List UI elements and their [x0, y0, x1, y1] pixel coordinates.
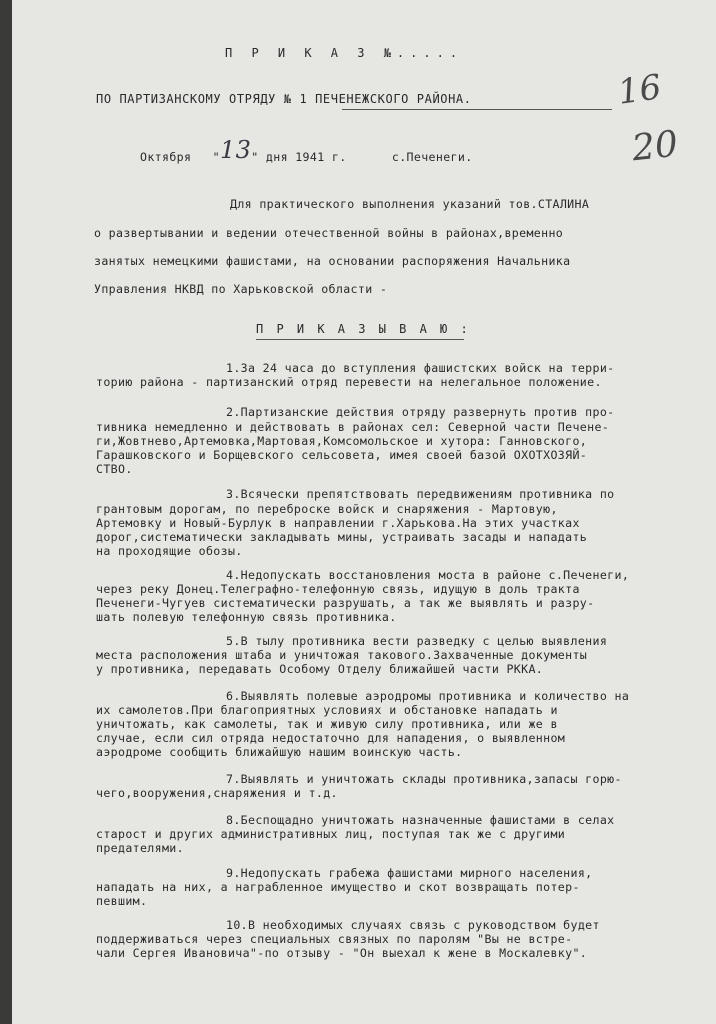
paragraph-line: 4.Недопускать восстановления моста в районе с.Печенеги,	[226, 568, 630, 582]
paragraph-line: 5.В тылу противника вести разведку с целью выявления	[226, 634, 608, 648]
intro-line: о развертывании и ведении отечественной войны в районах,временно	[94, 226, 564, 240]
paragraph-line: 2.Партизанские действия отряду развернуть против про-	[226, 405, 615, 419]
paragraph-line: 7.Выявлять и уничтожать склады противника,запасы горю-	[226, 772, 622, 786]
paragraph-line: 10.В необходимых случаях связь с руководством будет	[226, 918, 600, 932]
paragraph-line: старост и других административных лиц, поступая так же с другими	[96, 827, 566, 841]
intro-line: Управления НКВД по Харьковской области -	[94, 282, 388, 296]
paragraph-line: Печенеги-Чугуев систематически разрушать, а так же выявлять и разру-	[96, 596, 595, 610]
paragraph-line: через реку Донец.Телеграфно-телефонную связь, идущую в доль тракта	[96, 582, 580, 596]
paragraph-line: у противника, передавать Особому Отделу ближайшей части РККА.	[96, 662, 544, 676]
paragraph-line: Гарашковского и Борщевского сельсовета, имея своей базой ОХОТХОЗЯЙ-	[96, 448, 588, 462]
document-title: П Р И К А З №.....	[225, 46, 464, 60]
paragraph-line: 3.Всячески препятствовать передвижениям противника по	[226, 487, 615, 501]
paragraph-line: случае, если сил отряда недостаточно для нападения, о выявленном	[96, 731, 566, 745]
paragraph-line: чали Сергея Ивановича"-по отзыву - "Он выехал к жене в Москалевку".	[96, 946, 588, 960]
paragraph-line: места расположения штаба и уничтожая такового.Захваченные документы	[96, 648, 588, 662]
margin-note-page: 20	[629, 123, 680, 170]
paragraph-line: 8.Беспощадно уничтожать назначенные фашистами в селах	[226, 813, 615, 827]
paragraph-line: шать полевую телефонную связь противника.	[96, 610, 397, 624]
paragraph-line: предателями.	[96, 841, 184, 855]
date-line	[140, 136, 473, 164]
paragraph-line: 9.Недопускать грабежа фашистами мирного населения,	[226, 866, 593, 880]
paragraph-line: 6.Выявлять полевые аэродромы противника и количество на	[226, 689, 630, 703]
paragraph-line: уничтожать, как самолеты, так и живую силу противника, или же в	[96, 717, 558, 731]
paragraph-line: аэродроме сообщить ближайшую нашим воинскую часть.	[96, 745, 463, 759]
date-quote-open: "	[212, 150, 220, 164]
paragraph-line: СТВО.	[96, 462, 133, 476]
paragraph-line: чего,вооружения,снаряжения и т.д.	[96, 786, 338, 800]
intro-line: Для практического выполнения указаний тов.СТАЛИНА	[230, 197, 590, 211]
paragraph-line: певшим.	[96, 894, 148, 908]
margin-note-number: 16	[615, 67, 664, 113]
paragraph-line: грантовым дорогам, по переброске войск и снаряжения - Мартовую,	[96, 502, 558, 516]
date-place: с.Печенеги.	[391, 150, 473, 164]
order-heading: П Р И К А З Ы В А Ю :	[256, 322, 471, 336]
paragraph-line: их самолетов.При благоприятных условиях и обстановке нападать и	[96, 703, 558, 717]
paragraph-line: Артемовку и Новый-Бурлук в направлении г.Харькова.На этих участках	[96, 516, 580, 530]
paragraph-line: ги,Жовтнево,Артемовка,Мартовая,Комсомольское и хутора: Ганновского,	[96, 434, 588, 448]
date-after-day: " дня 1941 г.	[251, 150, 347, 164]
paragraph-line: торию района - партизанский отряд перевести на нелегальное положение.	[96, 375, 602, 389]
paragraph-line: на проходящие обозы.	[96, 544, 243, 558]
date-month: Октября	[140, 150, 192, 164]
subtitle-underline	[342, 109, 612, 110]
document-subtitle: ПО ПАРТИЗАНСКОМУ ОТРЯДУ № 1 ПЕЧЕНЕЖСКОГО РАЙОНА.	[96, 92, 472, 106]
paragraph-line: дорог,систематически закладывать мины, устраивать засады и нападать	[96, 530, 588, 544]
paragraph-line: тивника немедленно и действовать в районах сел: Северной части Печене-	[96, 420, 610, 434]
paragraph-line: 1.За 24 часа до вступления фашистских войск на терри-	[226, 361, 615, 375]
paragraph-line: нападать на них, а награбленное имущество и скот возвращать потер-	[96, 880, 580, 894]
order-heading-underline	[256, 339, 464, 340]
paragraph-line: поддерживаться через специальных связных по паролям "Вы не встре-	[96, 932, 573, 946]
date-day-handwritten: 13	[220, 136, 252, 164]
intro-line: занятых немецкими фашистами, на основании распоряжения Начальника	[94, 254, 571, 268]
document-page	[12, 0, 716, 1024]
